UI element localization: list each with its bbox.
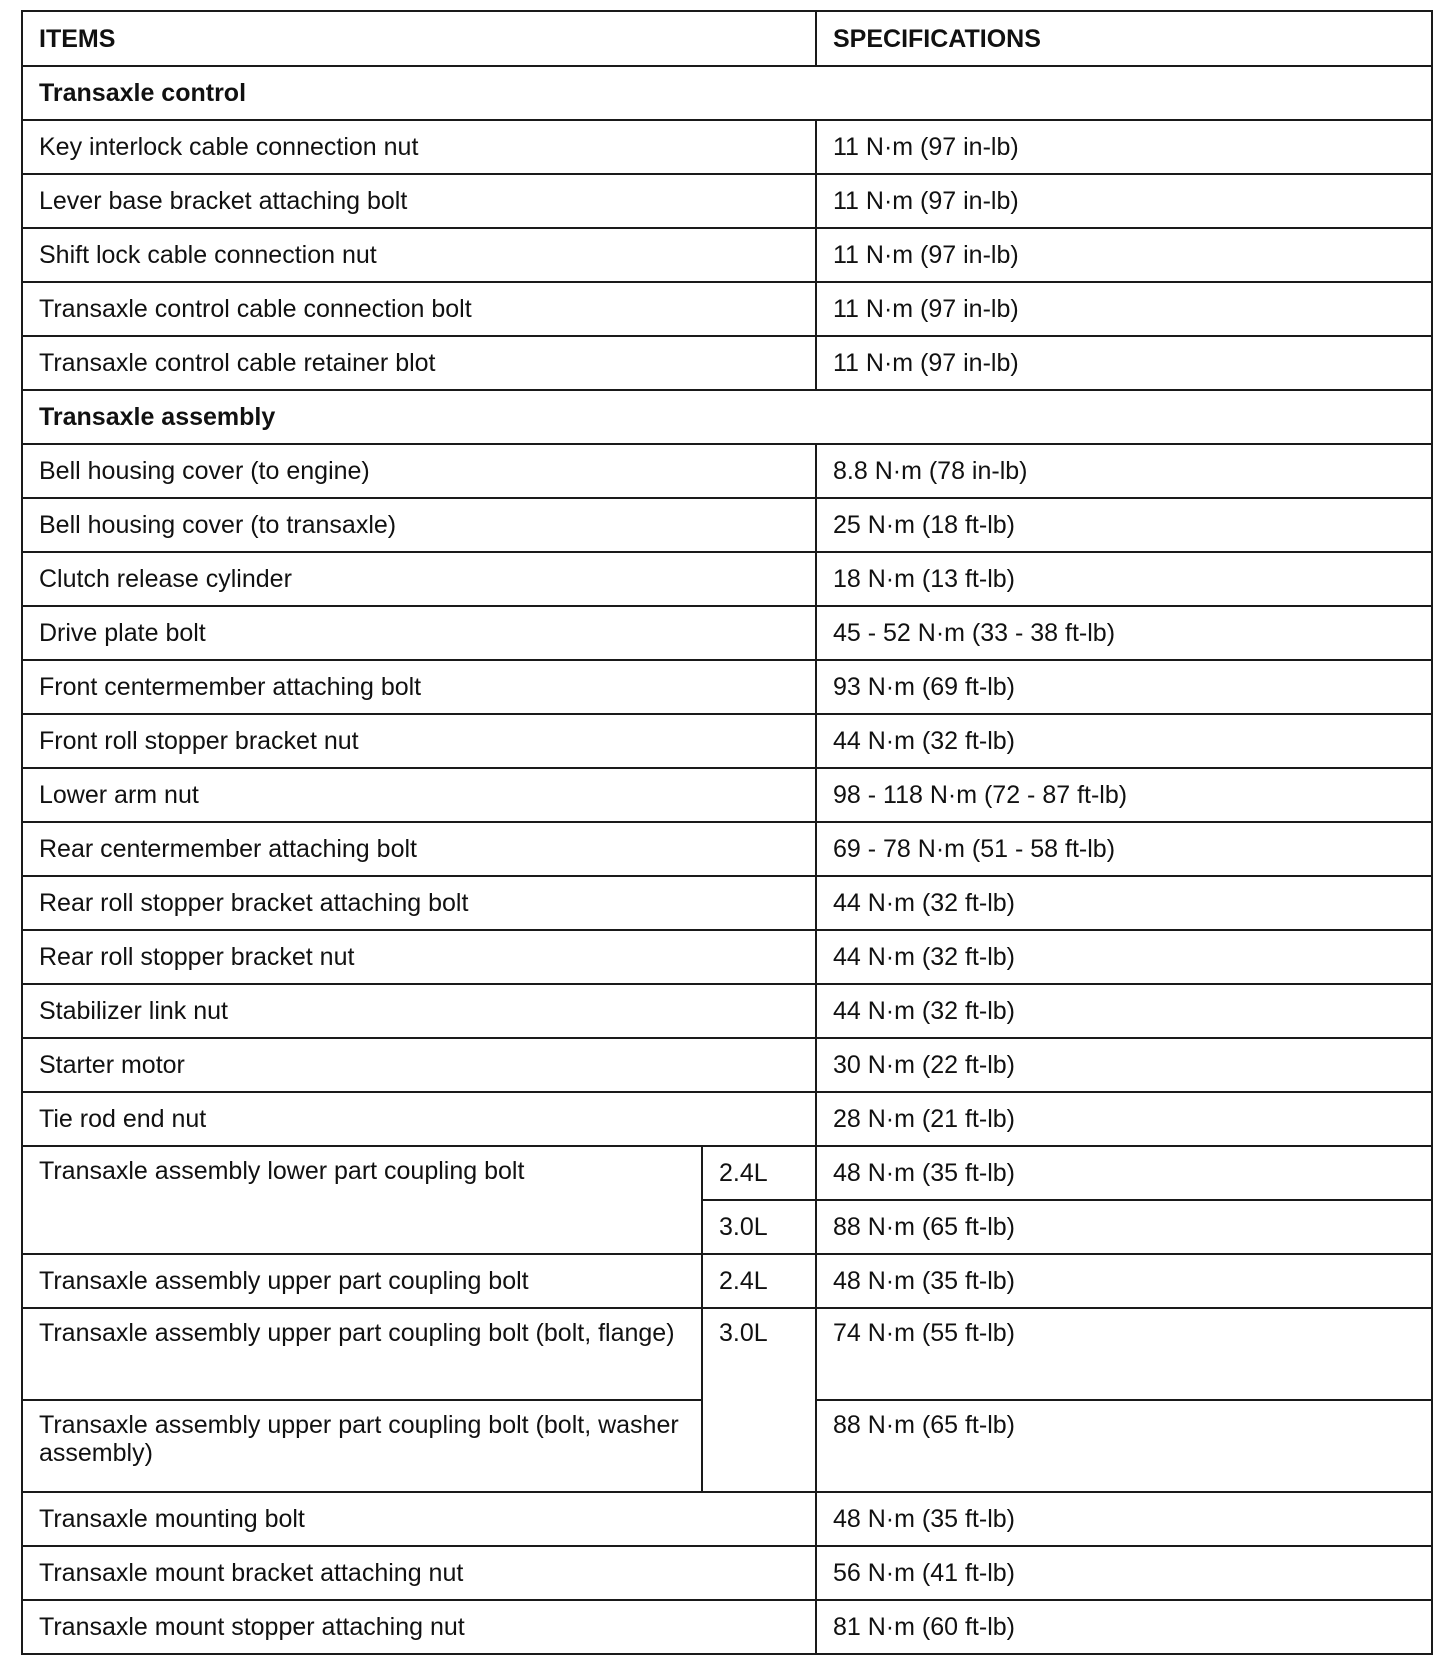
spec-cell: 74 N·m (55 ft-lb) xyxy=(816,1308,1432,1400)
spec-cell: 93 N·m (69 ft-lb) xyxy=(816,660,1432,714)
section-row xyxy=(22,66,1432,120)
item-cell: Lower arm nut xyxy=(22,768,816,822)
table-row xyxy=(22,120,1432,174)
table-row xyxy=(22,714,1432,768)
item-cell: Rear roll stopper bracket nut xyxy=(22,930,816,984)
spec-cell: 48 N·m (35 ft-lb) xyxy=(816,1254,1432,1308)
item-cell: Transaxle control cable retainer blot xyxy=(22,336,816,390)
item-cell: Key interlock cable connection nut xyxy=(22,120,816,174)
table-row xyxy=(22,822,1432,876)
item-cell: Tie rod end nut xyxy=(22,1092,816,1146)
section-row xyxy=(22,390,1432,444)
item-cell: Transaxle assembly upper part coupling bolt (bolt, washer assembly) xyxy=(22,1400,702,1492)
item-cell: Shift lock cable connection nut xyxy=(22,228,816,282)
table-row xyxy=(22,228,1432,282)
table-row xyxy=(22,1600,1432,1654)
spec-cell: 56 N·m (41 ft-lb) xyxy=(816,1546,1432,1600)
spec-cell: 44 N·m (32 ft-lb) xyxy=(816,876,1432,930)
spec-cell: 11 N·m (97 in-lb) xyxy=(816,120,1432,174)
spec-cell: 69 - 78 N·m (51 - 58 ft-lb) xyxy=(816,822,1432,876)
spec-cell: 98 - 118 N·m (72 - 87 ft-lb) xyxy=(816,768,1432,822)
item-cell: Transaxle mount bracket attaching nut xyxy=(22,1546,816,1600)
item-cell: Drive plate bolt xyxy=(22,606,816,660)
item-cell: Lever base bracket attaching bolt xyxy=(22,174,816,228)
spec-cell: 30 N·m (22 ft-lb) xyxy=(816,1038,1432,1092)
spec-cell: 11 N·m (97 in-lb) xyxy=(816,336,1432,390)
spec-cell: 11 N·m (97 in-lb) xyxy=(816,228,1432,282)
table-row xyxy=(22,1308,1432,1400)
table-row xyxy=(22,606,1432,660)
engine-cell: 3.0L xyxy=(702,1200,816,1254)
spec-cell: 28 N·m (21 ft-lb) xyxy=(816,1092,1432,1146)
item-cell: Clutch release cylinder xyxy=(22,552,816,606)
engine-cell: 3.0L xyxy=(702,1308,816,1492)
table-row xyxy=(22,336,1432,390)
section-transaxle-assembly: Transaxle assembly xyxy=(22,390,1432,444)
engine-cell: 2.4L xyxy=(702,1254,816,1308)
table-row xyxy=(22,1492,1432,1546)
item-cell: Transaxle assembly lower part coupling bolt xyxy=(22,1146,702,1254)
spec-cell: 45 - 52 N·m (33 - 38 ft-lb) xyxy=(816,606,1432,660)
table-row xyxy=(22,444,1432,498)
item-cell: Front roll stopper bracket nut xyxy=(22,714,816,768)
item-cell: Transaxle control cable connection bolt xyxy=(22,282,816,336)
spec-cell: 81 N·m (60 ft-lb) xyxy=(816,1600,1432,1654)
spec-cell: 48 N·m (35 ft-lb) xyxy=(816,1146,1432,1200)
table-row xyxy=(22,1146,1432,1200)
item-cell: Transaxle mount stopper attaching nut xyxy=(22,1600,816,1654)
spec-cell: 48 N·m (35 ft-lb) xyxy=(816,1492,1432,1546)
table-row xyxy=(22,1092,1432,1146)
header-items: ITEMS xyxy=(22,11,816,66)
table-row xyxy=(22,498,1432,552)
engine-cell: 2.4L xyxy=(702,1146,816,1200)
section-transaxle-control: Transaxle control xyxy=(22,66,1432,120)
spec-cell: 88 N·m (65 ft-lb) xyxy=(816,1400,1432,1492)
spec-cell: 25 N·m (18 ft-lb) xyxy=(816,498,1432,552)
table-row xyxy=(22,282,1432,336)
item-cell: Transaxle assembly upper part coupling bolt (bolt, flange) xyxy=(22,1308,702,1400)
spec-cell: 8.8 N·m (78 in-lb) xyxy=(816,444,1432,498)
item-cell: Rear centermember attaching bolt xyxy=(22,822,816,876)
table-row xyxy=(22,984,1432,1038)
table-row xyxy=(22,1038,1432,1092)
torque-spec-table xyxy=(21,10,1433,1655)
item-cell: Transaxle assembly upper part coupling bolt xyxy=(22,1254,702,1308)
spec-cell: 18 N·m (13 ft-lb) xyxy=(816,552,1432,606)
spec-cell: 44 N·m (32 ft-lb) xyxy=(816,714,1432,768)
table-row xyxy=(22,552,1432,606)
item-cell: Front centermember attaching bolt xyxy=(22,660,816,714)
table-row xyxy=(22,768,1432,822)
item-cell: Transaxle mounting bolt xyxy=(22,1492,816,1546)
table-row xyxy=(22,660,1432,714)
table-row xyxy=(22,1546,1432,1600)
spec-cell: 11 N·m (97 in-lb) xyxy=(816,174,1432,228)
item-cell: Stabilizer link nut xyxy=(22,984,816,1038)
header-row xyxy=(22,11,1432,66)
spec-cell: 44 N·m (32 ft-lb) xyxy=(816,984,1432,1038)
item-cell: Bell housing cover (to engine) xyxy=(22,444,816,498)
table-row xyxy=(22,1254,1432,1308)
table-row xyxy=(22,930,1432,984)
item-cell: Bell housing cover (to transaxle) xyxy=(22,498,816,552)
spec-cell: 88 N·m (65 ft-lb) xyxy=(816,1200,1432,1254)
table-row xyxy=(22,876,1432,930)
spec-cell: 44 N·m (32 ft-lb) xyxy=(816,930,1432,984)
table-row xyxy=(22,174,1432,228)
header-specifications: SPECIFICATIONS xyxy=(816,11,1432,66)
item-cell: Starter motor xyxy=(22,1038,816,1092)
spec-cell: 11 N·m (97 in-lb) xyxy=(816,282,1432,336)
item-cell: Rear roll stopper bracket attaching bolt xyxy=(22,876,816,930)
